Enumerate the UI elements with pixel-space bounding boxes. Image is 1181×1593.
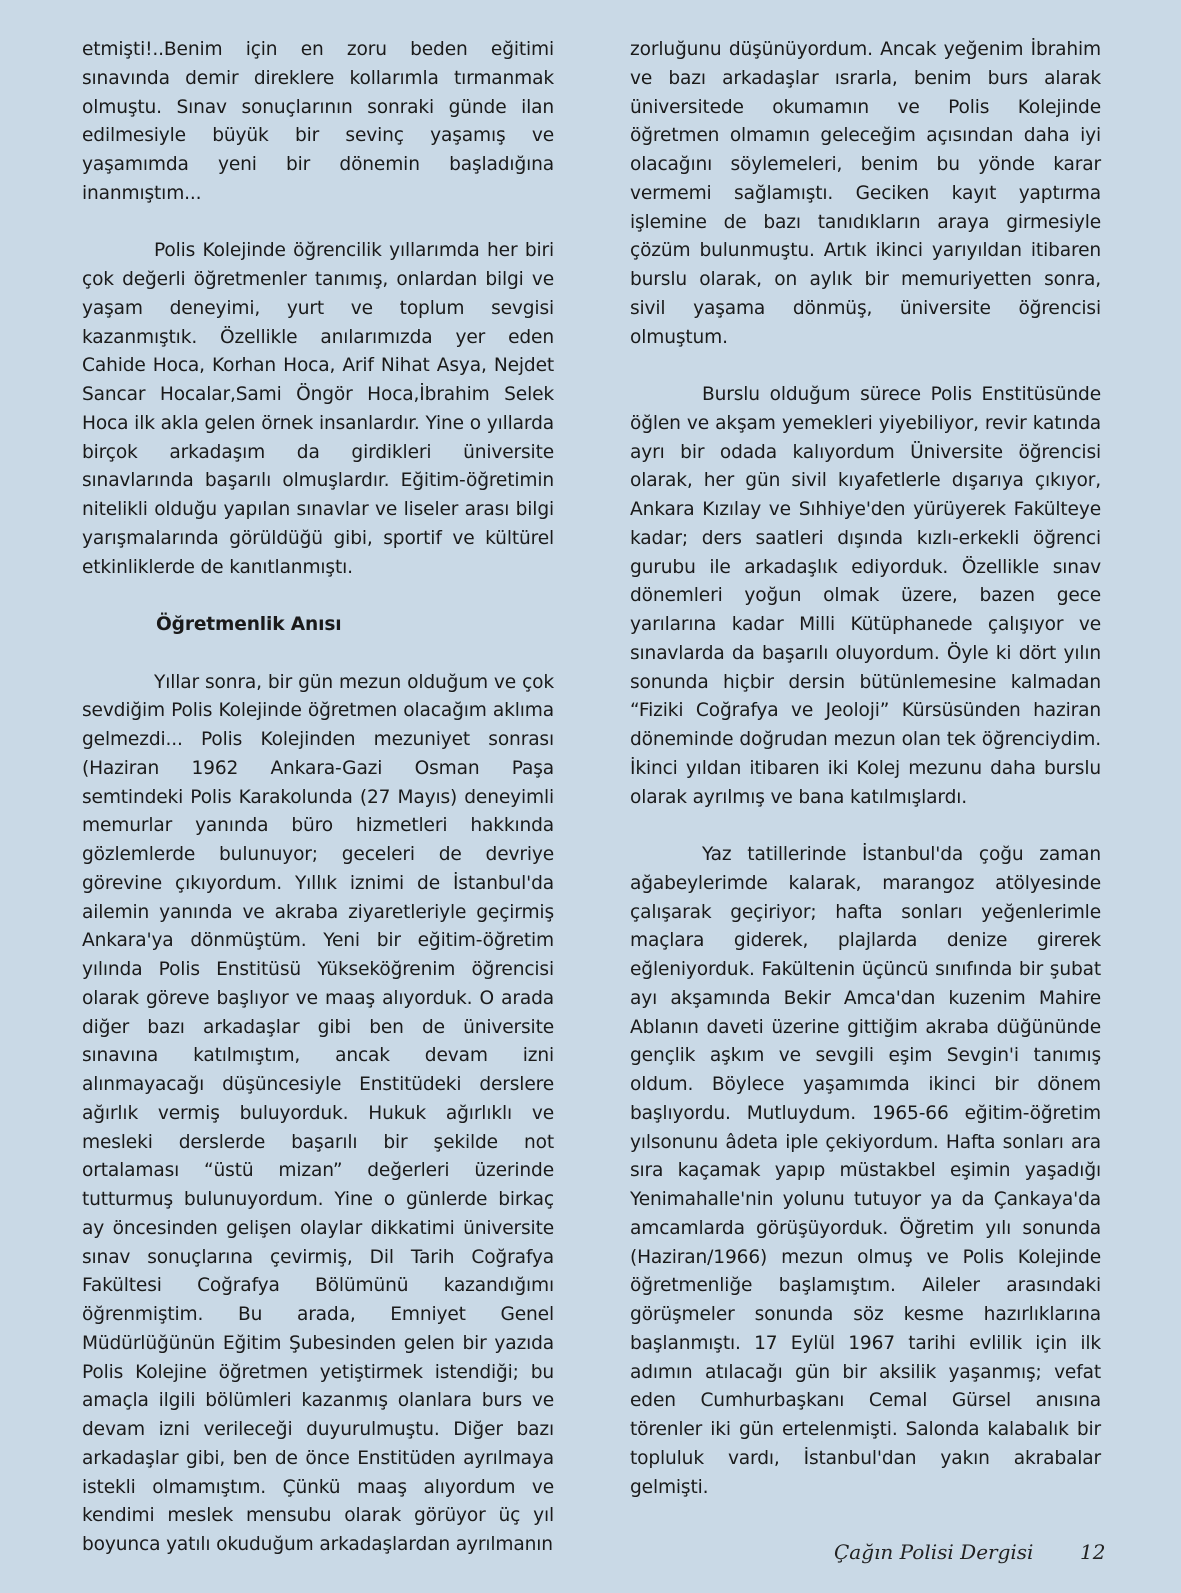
section-heading: Öğretmenlik Anısı bbox=[156, 614, 342, 635]
paragraph: Yıllar sonra, bir gün mezun olduğum ve çok sevdiğim Polis Kolejinde öğretmen olacağım aklıma gelmezdi... Polis Kolejinden mezuniyet sonrası (Haziran 1962 Ankara-Gazi Osman Paşa semtindeki Polis Karakolunda (27 Mayıs) deneyimli memurlar yanında büro hizmetleri hakkında gözlemlerde bulunuyor; geceleri de devriye görevine çıkıyordum. Yıllık iznimi de İstanbul'da ailemin yanında ve akraba ziyaretleriyle geçirmiş Ankara'ya dönmüştüm. Yeni bir eğitim-öğretim yılında Polis Enstitüsü Yükseköğrenim öğrencisi olarak göreve başlıyor ve maaş alıyorduk. O arada diğer bazı arkadaşlar gibi ben de üniversite sınavına katılmıştım, ancak devam izni alınmayacağı düşüncesiyle Enstitüdeki derslere ağırlık vermiş buluyorduk. Hukuk ağırlıklı ve mesleki derslerde başarılı bir şekilde not ortalaması “üstü mizan” değerleri üzerinde tutturmuş bulunuyordum. Yine o günlerde birkaç ay öncesinden gelişen olaylar dikkatimi üniversite sınav sonuçlarına çevirmiş, Dil Tarih Coğrafya Fakültesi Coğrafya Bölümünü kazandığımı öğrenmiştim. Bu arada, Emniyet Genel Müdürlüğünün Eğitim Şubesinden gelen bir yazıda Polis Kolejine öğretmen yetiştirmek istendiği; bu amaçla ilgili bölümleri kazanmış olanlara burs ve devam izni verileceği duyurulmuştu. Diğer bazı arkadaşlar gibi, ben de önce Enstitüden ayrılmaya istekli olmamıştım. Çünkü maaş alıyordum ve kendimi meslek mensubu olarak görüyor üç yıl boyunca yatılı okuduğum arkadaşlardan ayrılmanın bbox=[82, 671, 554, 1555]
page-number: 12 bbox=[1080, 1540, 1106, 1564]
left-column bbox=[82, 36, 554, 1560]
paragraph: Polis Kolejinde öğrencilik yıllarımda her biri çok değerli öğretmenler tanımış, onlardan bilgi ve yaşam deneyimi, yurt ve toplum sevgisi kazanmıştık. Özellikle anılarımızda yer eden Cahide Hoca, Korhan Hoca, Arif Nihat Asya, Nejdet Sancar Hocalar,Sami Öngör Hoca,İbrahim Selek Hoca ilk akla gelen örnek insanlardır. Yine o yıllarda birçok arkadaşım da girdikleri üniversite sınavlarında başarılı olmuşlardır. Eğitim-öğretimin nitelikli olduğu yapılan sınavlar ve liseler arası bilgi yarışmalarında görüldüğü gibi, sportif ve kültürel etkinliklerde de kanıtlanmıştı. bbox=[82, 240, 554, 578]
right-column bbox=[630, 36, 1101, 1502]
paragraph: etmişti!..Benim için en zoru beden eğitimi sınavında demir direklere kollarımla tırmanmak olmuştu. Sınav sonuçlarının sonraki günde ilan edilmesiyle büyük bir sevinç yaşamış ve yaşamımda yeni bir dönemin başladığına inanmıştım... bbox=[82, 39, 554, 204]
magazine-title: Çağın Polisi Dergisi bbox=[834, 1540, 1034, 1564]
paragraph: zorluğunu düşünüyordum. Ancak yeğenim İbrahim ve bazı arkadaşlar ısrarla, benim burs alarak üniversitede okumamın ve Polis Kolejinde öğretmen olmamın geleceğim açısından daha iyi olacağını söylemeleri, benim bu yönde karar vermemi sağlamıştı. Geciken kayıt yaptırma işlemine de bazı tanıdıkların araya girmesiyle çözüm bulunmuştu. Artık ikinci yarıyıldan itibaren burslu olarak, on aylık bir memuriyetten sonra, sivil yaşama dönmüş, üniversite öğrencisi olmuştum. bbox=[630, 39, 1101, 348]
paragraph: Burslu olduğum sürece Polis Enstitüsünde öğlen ve akşam yemekleri yiyebiliyor, revir katında ayrı bir odada kalıyordum Üniversite öğrencisi olarak, her gün sivil kıyafetlerle dışarıya çıkıyor, Ankara Kızılay ve Sıhhiye'den yürüyerek Fakülteye kadar; ders saatleri dışında kızlı-erkekli öğrenci gurubu ile arkadaşlık ediyorduk. Özellikle sınav dönemleri yoğun olmak üzere, bazen gece yarılarına kadar Milli Kütüphanede çalışıyor ve sınavlarda da başarılı oluyordum. Öyle ki dört yılın sonunda hiçbir dersin bütünlemesine kalmadan “Fiziki Coğrafya ve Jeoloji” Kürsüsünden haziran döneminde doğrudan mezun olan tek öğrenciydim. İkinci yıldan itibaren iki Kolej mezunu daha burslu olarak ayrılmış ve bana katılmışlardı. bbox=[630, 384, 1101, 808]
paragraph: Yaz tatillerinde İstanbul'da çoğu zaman ağabeylerimde kalarak, marangoz atölyesinde çalışarak geçiriyor; hafta sonları yeğenlerimle maçlara giderek, plajlarda denize girerek eğleniyorduk. Fakültenin üçüncü sınıfında bir şubat ayı akşamında Bekir Amca'dan kuzenim Mahire Ablanın daveti üzerine gittiğim akraba düğününde gençlik aşkım ve sevgili eşim Sevgin'i tanımış oldum. Böylece yaşamımda ikinci bir dönem başlıyordu. Mutluydum. 1965-66 eğitim-öğretim yılsonunu âdeta iple çekiyordum. Hafta sonları ara sıra kaçamak yapıp müstakbel eşimin yaşadığı Yenimahalle'nin yolunu tutuyor ya da Çankaya'da amcamlarda görüşüyorduk. Öğretim yılı sonunda (Haziran/1966) mezun olmuş ve Polis Kolejinde öğretmenliğe başlamıştım. Aileler arasındaki görüşmeler sonunda söz kesme hazırlıklarına başlanmıştı. 17 Eylül 1967 tarihi evlilik için ilk adımın atılacağı gün bir aksilik yaşanmış; vefat eden Cumhurbaşkanı Cemal Gürsel anısına törenler iki gün ertelenmişti. Salonda kalabalık bir topluluk vardı, İstanbul'dan yakın akrabalar gelmişti. bbox=[630, 844, 1101, 1498]
